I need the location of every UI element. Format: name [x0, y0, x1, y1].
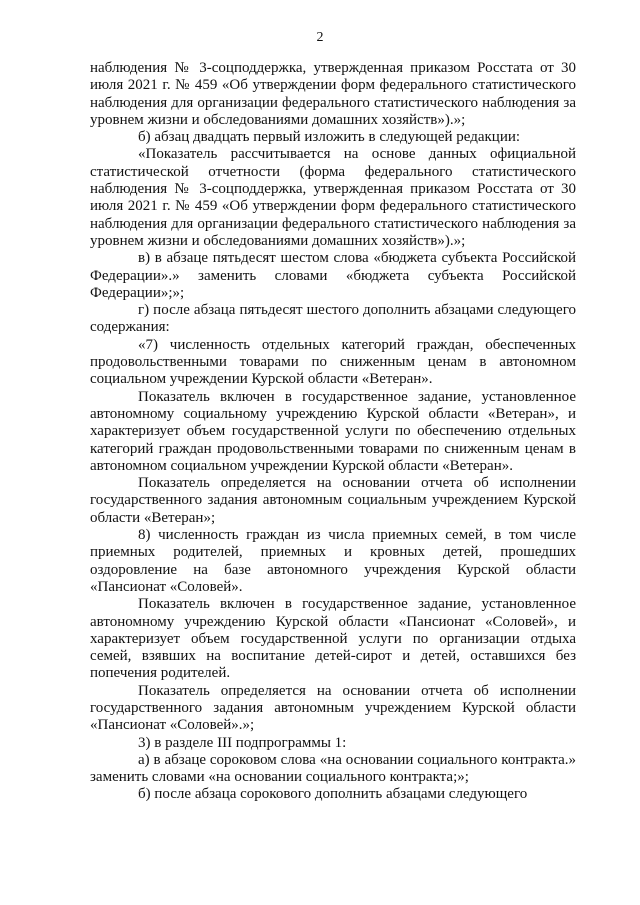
paragraph: Показатель включен в государственное задание, установленное автономному социальному учреждению Курской области «Ветеран», и характеризует объем государственной услуги по обеспечению отдельных категорий граждан продовольственными товарами по сниженным ценам в автономном социальном учреждении Курской области «Ветеран».	[90, 388, 576, 474]
paragraph: 8) численность граждан из числа приемных семей, в том числе приемных родителей, приемных и кровных детей, прошедших оздоровление на базе автономного учреждения Курской области «Пансионат «Соловей».	[90, 527, 576, 595]
page-number: 2	[316, 30, 324, 45]
document-body	[90, 60, 576, 804]
paragraph: б) абзац двадцать первый изложить в следующей редакции:	[138, 129, 521, 146]
paragraph: 3) в разделе III подпрограммы 1:	[138, 734, 347, 751]
paragraph: Показатель определяется на основании отчета об исполнении государственного задания автономным социальным учреждением Курской области «Ветеран»;	[90, 475, 576, 526]
paragraph: Показатель определяется на основании отчета об исполнении государственного задания автономным учреждением Курской области «Пансионат «Соловей».»;	[90, 682, 576, 734]
paragraph: Показатель включен в государственное задание, установленное автономному учреждению Курской области «Пансионат «Соловей», и характеризует объем государственной услуги по организации отдыха семей, взявших на воспитание детей-сирот и детей, оставшихся без попечения родителей.	[90, 596, 576, 682]
paragraph: в) в абзаце пятьдесят шестом слова «бюджета субъекта Российской Федерации».» заменить словами «бюджета субъекта Российской Федерации»;»;	[90, 250, 576, 301]
paragraph: «7) численность отдельных категорий граждан, обеспеченных продовольственными товарами по сниженным ценам в автономном социальном учреждении Курской области «Ветеран».	[90, 336, 576, 388]
paragraph: г) после абзаца пятьдесят шестого дополнить абзацами следующего содержания:	[90, 302, 576, 336]
paragraph: а) в абзаце сороковом слова «на основании социального контракта.» заменить словами «на основании социального контракта;»;	[90, 751, 576, 786]
paragraph: наблюдения № 3-соцподдержка, утвержденная приказом Росстата от 30 июля 2021 г. № 459 «Об утверждении форм федерального статистического наблюдения для организации федерального статистического наблюдения за уровнем жизни и обследованиями домашних хозяйств»).»;	[90, 60, 576, 128]
paragraph: «Показатель рассчитывается на основе данных официальной статистической отчетности (форма федерального статистического наблюдения № 3-соцподдержка, утвержденная приказом Росстата от 30 июля 2021 г. № 459 «Об утверждении форм федерального статистического наблюдения для организации федерального статистического наблюдения за уровнем жизни и обследованиями домашних хозяйств»).»;	[90, 146, 576, 249]
paragraph: б) после абзаца сорокового дополнить абзацами следующего	[138, 786, 528, 803]
